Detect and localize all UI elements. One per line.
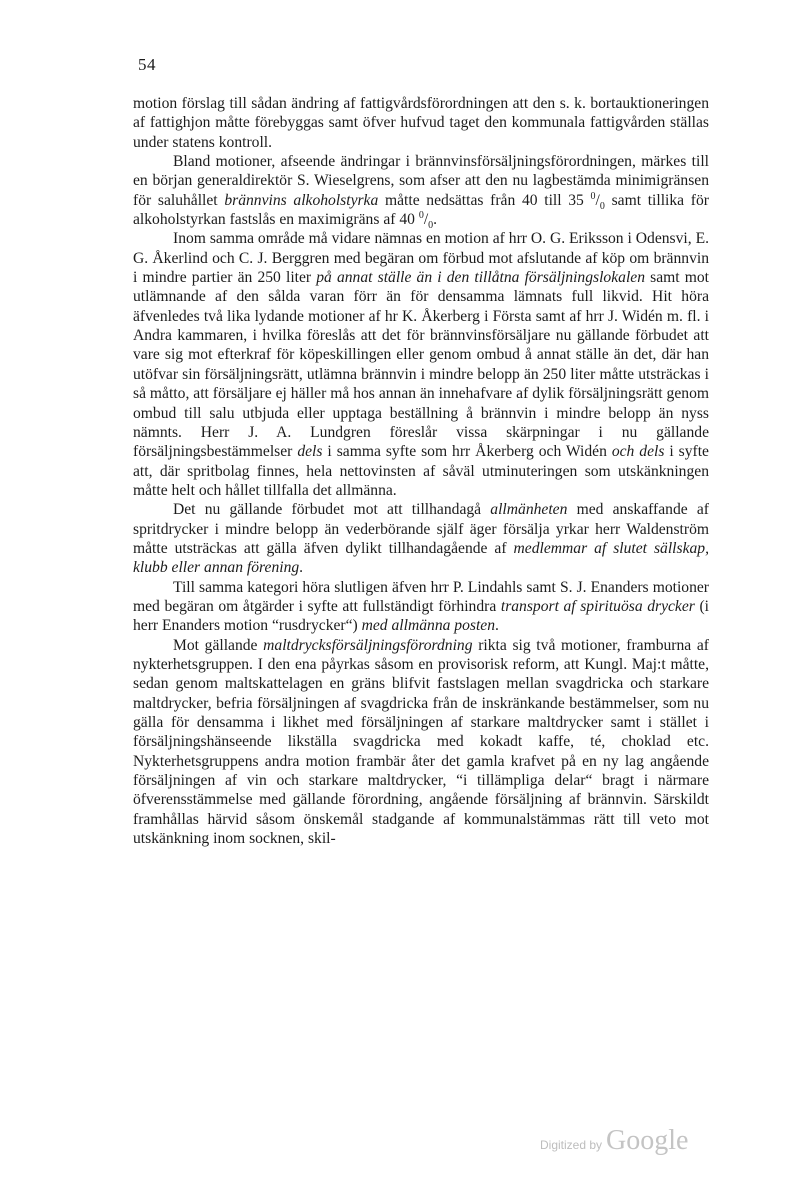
text-run: måtte nedsättas från 40 till 35 (378, 191, 591, 209)
text-run: samt mot utlämnande af den sålda varan förr än för densamma lämnats full likvid. Hit höra äfvenledes två lika lydande motioner af hr K. Åkerberg i Första samt af hrr J. Widén m. fl. i Andra kammaren, i hvilka föreslås att det för brännvinsförsäljare nu gällande förbudet att vare sig mot efterkraf för köpeskillingen eller genom ombud å annat ställe än det, där han utöfvar sin försäljningsrätt, utlämna brännvin i mindre belopp än 250 liter måtte utsträckas i så måtto, att försäljare ej häller må hos annan än innehafvare af dylik försäljningsrätt genom ombud till salu utbjuda eller upptaga beställning å brännvin i mindre belopp än nyss nämnts. Herr J. A. Lundgren föreslår vissa skärpningar i nu gällande försäljningsbestämmelser (133, 269, 709, 461)
emphasized-text: medlemmar af slutet sällskap, klubb eller annan förening (133, 539, 709, 577)
emphasized-text: på annat ställe än i den tillåtna försäljningslokalen (316, 269, 645, 287)
text-run: . (495, 617, 499, 635)
text-run: i syfte att, där spritbolag finnes, hela nettovinsten af såväl utminuteringen som utskänkningen måtte helt och hållet tillfalla det allmänna. (133, 443, 709, 499)
text-run: Till samma kategori höra slutligen äfven hrr P. Lindahls samt S. J. Enanders motioner med begäran om åtgärder i syfte att fullständigt förhindra (133, 578, 709, 615)
emphasized-text: dels (297, 443, 323, 461)
page-number: 54 (138, 55, 156, 74)
paragraph (133, 636, 709, 849)
percent-sign-part: 0 (428, 220, 434, 232)
text-run: . (433, 211, 438, 229)
emphasized-text: allmänheten (490, 501, 568, 519)
text-run: med anskaffande af spritdrycker i mindre belopp än vederbörande själf äger försälja yrkar herr Waldenström måtte utsträckas att gälla äfven dylikt tillhandagående af (133, 501, 710, 557)
paragraph (133, 152, 709, 232)
google-logo: Google (606, 1125, 689, 1156)
paragraph (133, 500, 709, 577)
percent-sign-part: 0 (599, 200, 605, 212)
text-run: i samma syfte som hrr Åkerberg och Widén (322, 443, 612, 461)
paragraph (133, 578, 709, 636)
text-run: motion förslag till sådan ändring af fattigvårdsförordningen att den s. k. bortauktioneringen af fattighjon måtte förebyggas samt öfver hufvud taget den kommunala fattigvården ställas under statens kontroll. (133, 95, 709, 151)
text-run: / (595, 191, 600, 209)
text-run: . (299, 559, 304, 577)
text-run: Mot gällande (173, 636, 264, 654)
body-text (133, 94, 709, 848)
text-run: Bland motioner, afseende ändringar i brännvinsförsäljningsförordningen, märkes till en början generaldirektör S. Wieselgrens, som afser att den nu lagbestämda minimigränsen för saluhållet (133, 153, 709, 209)
emphasized-text: maltdrycksförsäljningsförordning (263, 636, 473, 654)
text-run: (i herr Enanders motion “rusdrycker“) (133, 597, 709, 635)
emphasized-text: brännvins alkoholstyrka (224, 191, 379, 209)
paragraph (133, 229, 709, 500)
watermark-prefix: Digitized by (540, 1138, 603, 1152)
text-run: Det nu gällande förbudet mot att tillhandagå (173, 501, 491, 519)
emphasized-text: transport af spirituösa drycker (500, 597, 695, 615)
text-run: rikta sig två motioner, framburna af nykterhetsgruppen. I den ena påyrkas såsom en provisorisk reform, att Kungl. Maj:t måtte, sedan genom maltskattelagen en gräns blifvit fastslagen mellan svagdricka och starkare maltdrycker, befria försäljningen af svagdricka från de inskränkande bestämmelser, som nu gälla för densamma i likhet med försäljningen af starkare maltdrycker samt i stället i försäljningshänseende likställa svagdricka med kokadt kaffe, té, choklad etc. Nykterhetsgruppens andra motion frambär åter det gamla krafvet på en ny lag angående försäljningen af vin och starkare maltdrycker, “i tillämpliga delar“ bragt i närmare öfverensstämmelse med gällande förordning, angående försäljning af brännvin. Särskildt framhållas härvid såsom önskemål stadgande af kommunalstämmas rätt till veto mot utskänkning inom socknen, skil- (133, 636, 709, 848)
emphasized-text: med allmänna posten (361, 617, 496, 635)
percent-sign-part: 0 (590, 190, 596, 202)
text-run: / (423, 211, 429, 229)
digitized-by-google-watermark (540, 1125, 688, 1157)
emphasized-text: och dels (611, 443, 665, 461)
paragraph (133, 94, 709, 152)
text-run: samt tillika för alkoholstyrkan fastslås en maximigräns af 40 (133, 191, 709, 229)
text-run: Inom samma område må vidare nämnas en motion af hrr O. G. Eriksson i Odensvi, E. G. Åkerlind och C. J. Berggren med begäran om förbud mot afslutande af köp om brännvin i mindre partier än 250 liter (133, 230, 709, 287)
percent-sign-part: 0 (418, 209, 424, 221)
